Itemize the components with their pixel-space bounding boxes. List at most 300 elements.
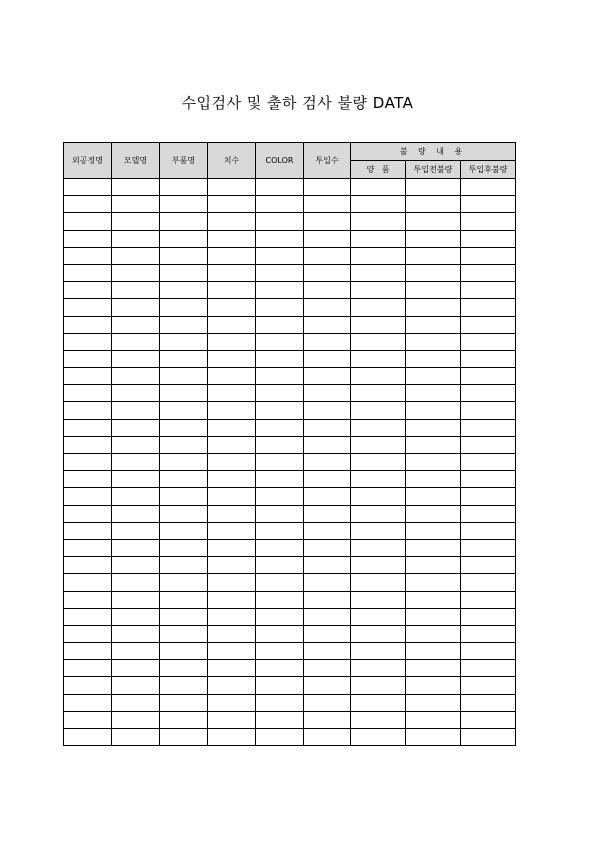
table-cell[interactable]	[160, 522, 208, 539]
table-cell[interactable]	[351, 471, 406, 488]
table-cell[interactable]	[304, 419, 351, 436]
table-cell[interactable]	[256, 316, 304, 333]
table-cell[interactable]	[461, 402, 516, 419]
table-cell[interactable]	[112, 729, 160, 746]
table-cell[interactable]	[64, 608, 112, 625]
table-cell[interactable]	[208, 368, 256, 385]
table-cell[interactable]	[208, 299, 256, 316]
table-cell[interactable]	[208, 729, 256, 746]
table-cell[interactable]	[64, 488, 112, 505]
table-cell[interactable]	[208, 539, 256, 556]
table-cell[interactable]	[256, 488, 304, 505]
table-cell[interactable]	[304, 660, 351, 677]
table-cell[interactable]	[160, 557, 208, 574]
table-cell[interactable]	[112, 230, 160, 247]
table-cell[interactable]	[256, 402, 304, 419]
table-cell[interactable]	[160, 247, 208, 264]
table-cell[interactable]	[160, 299, 208, 316]
table-cell[interactable]	[304, 505, 351, 522]
table-cell[interactable]	[461, 196, 516, 213]
table-cell[interactable]	[406, 660, 461, 677]
table-cell[interactable]	[256, 213, 304, 230]
table-cell[interactable]	[461, 264, 516, 281]
table-cell[interactable]	[461, 350, 516, 367]
table-cell[interactable]	[351, 454, 406, 471]
table-cell[interactable]	[160, 179, 208, 196]
table-cell[interactable]	[461, 471, 516, 488]
table-cell[interactable]	[304, 230, 351, 247]
table-cell[interactable]	[112, 660, 160, 677]
table-cell[interactable]	[461, 247, 516, 264]
table-cell[interactable]	[112, 282, 160, 299]
table-cell[interactable]	[208, 316, 256, 333]
table-cell[interactable]	[256, 625, 304, 642]
table-cell[interactable]	[304, 557, 351, 574]
table-cell[interactable]	[208, 488, 256, 505]
table-cell[interactable]	[208, 350, 256, 367]
table-cell[interactable]	[351, 333, 406, 350]
table-cell[interactable]	[351, 196, 406, 213]
table-cell[interactable]	[304, 677, 351, 694]
table-cell[interactable]	[304, 574, 351, 591]
table-cell[interactable]	[304, 179, 351, 196]
table-cell[interactable]	[256, 557, 304, 574]
table-cell[interactable]	[406, 419, 461, 436]
table-cell[interactable]	[64, 179, 112, 196]
table-cell[interactable]	[461, 213, 516, 230]
table-cell[interactable]	[351, 282, 406, 299]
table-cell[interactable]	[351, 316, 406, 333]
table-cell[interactable]	[461, 711, 516, 728]
table-cell[interactable]	[256, 385, 304, 402]
table-cell[interactable]	[64, 419, 112, 436]
table-cell[interactable]	[406, 488, 461, 505]
table-cell[interactable]	[208, 196, 256, 213]
table-cell[interactable]	[112, 574, 160, 591]
table-cell[interactable]	[256, 643, 304, 660]
table-cell[interactable]	[461, 539, 516, 556]
table-cell[interactable]	[256, 454, 304, 471]
table-cell[interactable]	[112, 643, 160, 660]
table-cell[interactable]	[112, 247, 160, 264]
table-cell[interactable]	[112, 196, 160, 213]
table-cell[interactable]	[160, 213, 208, 230]
table-cell[interactable]	[160, 505, 208, 522]
table-cell[interactable]	[461, 419, 516, 436]
table-cell[interactable]	[406, 591, 461, 608]
table-cell[interactable]	[304, 299, 351, 316]
table-cell[interactable]	[461, 333, 516, 350]
table-cell[interactable]	[461, 574, 516, 591]
table-cell[interactable]	[112, 625, 160, 642]
table-cell[interactable]	[208, 179, 256, 196]
table-cell[interactable]	[406, 402, 461, 419]
table-cell[interactable]	[64, 625, 112, 642]
table-cell[interactable]	[160, 625, 208, 642]
table-cell[interactable]	[406, 608, 461, 625]
table-cell[interactable]	[461, 299, 516, 316]
table-cell[interactable]	[256, 694, 304, 711]
table-cell[interactable]	[160, 333, 208, 350]
table-cell[interactable]	[351, 402, 406, 419]
table-cell[interactable]	[406, 333, 461, 350]
table-cell[interactable]	[64, 677, 112, 694]
table-cell[interactable]	[112, 608, 160, 625]
table-cell[interactable]	[208, 402, 256, 419]
table-cell[interactable]	[160, 694, 208, 711]
table-cell[interactable]	[304, 385, 351, 402]
table-cell[interactable]	[112, 539, 160, 556]
table-cell[interactable]	[351, 608, 406, 625]
table-cell[interactable]	[351, 711, 406, 728]
table-cell[interactable]	[160, 539, 208, 556]
table-cell[interactable]	[304, 196, 351, 213]
table-cell[interactable]	[461, 557, 516, 574]
table-cell[interactable]	[64, 196, 112, 213]
table-cell[interactable]	[112, 368, 160, 385]
table-cell[interactable]	[112, 591, 160, 608]
table-cell[interactable]	[461, 591, 516, 608]
table-cell[interactable]	[406, 282, 461, 299]
table-cell[interactable]	[351, 264, 406, 281]
table-cell[interactable]	[406, 471, 461, 488]
table-cell[interactable]	[64, 282, 112, 299]
table-cell[interactable]	[406, 368, 461, 385]
table-cell[interactable]	[351, 350, 406, 367]
table-cell[interactable]	[112, 402, 160, 419]
table-cell[interactable]	[208, 454, 256, 471]
table-cell[interactable]	[351, 574, 406, 591]
table-cell[interactable]	[304, 264, 351, 281]
table-cell[interactable]	[351, 179, 406, 196]
table-cell[interactable]	[64, 711, 112, 728]
table-cell[interactable]	[256, 660, 304, 677]
table-cell[interactable]	[304, 488, 351, 505]
table-cell[interactable]	[406, 196, 461, 213]
table-cell[interactable]	[461, 368, 516, 385]
table-cell[interactable]	[160, 591, 208, 608]
table-cell[interactable]	[112, 213, 160, 230]
table-cell[interactable]	[351, 591, 406, 608]
table-cell[interactable]	[406, 454, 461, 471]
table-cell[interactable]	[256, 419, 304, 436]
table-cell[interactable]	[256, 574, 304, 591]
table-cell[interactable]	[208, 505, 256, 522]
table-cell[interactable]	[208, 694, 256, 711]
table-cell[interactable]	[208, 711, 256, 728]
table-cell[interactable]	[461, 660, 516, 677]
table-cell[interactable]	[351, 729, 406, 746]
table-cell[interactable]	[256, 299, 304, 316]
table-cell[interactable]	[208, 419, 256, 436]
table-cell[interactable]	[406, 643, 461, 660]
table-cell[interactable]	[304, 625, 351, 642]
table-cell[interactable]	[304, 471, 351, 488]
table-cell[interactable]	[112, 677, 160, 694]
table-cell[interactable]	[304, 282, 351, 299]
table-cell[interactable]	[64, 333, 112, 350]
table-cell[interactable]	[160, 454, 208, 471]
table-cell[interactable]	[208, 230, 256, 247]
table-cell[interactable]	[256, 729, 304, 746]
table-cell[interactable]	[208, 213, 256, 230]
table-cell[interactable]	[304, 454, 351, 471]
table-cell[interactable]	[461, 729, 516, 746]
table-cell[interactable]	[304, 643, 351, 660]
table-cell[interactable]	[304, 539, 351, 556]
table-cell[interactable]	[112, 711, 160, 728]
table-cell[interactable]	[304, 608, 351, 625]
table-cell[interactable]	[304, 333, 351, 350]
table-cell[interactable]	[208, 436, 256, 453]
table-cell[interactable]	[406, 436, 461, 453]
table-cell[interactable]	[112, 419, 160, 436]
table-cell[interactable]	[256, 264, 304, 281]
table-cell[interactable]	[461, 179, 516, 196]
table-cell[interactable]	[64, 591, 112, 608]
table-cell[interactable]	[351, 505, 406, 522]
table-cell[interactable]	[461, 522, 516, 539]
table-cell[interactable]	[461, 643, 516, 660]
table-cell[interactable]	[160, 608, 208, 625]
table-cell[interactable]	[256, 591, 304, 608]
table-cell[interactable]	[160, 419, 208, 436]
table-cell[interactable]	[351, 436, 406, 453]
table-cell[interactable]	[351, 557, 406, 574]
table-cell[interactable]	[112, 557, 160, 574]
table-cell[interactable]	[208, 677, 256, 694]
table-cell[interactable]	[256, 196, 304, 213]
table-cell[interactable]	[112, 488, 160, 505]
table-cell[interactable]	[160, 729, 208, 746]
table-cell[interactable]	[112, 299, 160, 316]
table-cell[interactable]	[64, 539, 112, 556]
table-cell[interactable]	[208, 471, 256, 488]
table-cell[interactable]	[461, 488, 516, 505]
table-cell[interactable]	[160, 264, 208, 281]
table-cell[interactable]	[160, 574, 208, 591]
table-cell[interactable]	[304, 436, 351, 453]
table-cell[interactable]	[304, 213, 351, 230]
table-cell[interactable]	[112, 350, 160, 367]
table-cell[interactable]	[160, 660, 208, 677]
table-cell[interactable]	[64, 643, 112, 660]
table-cell[interactable]	[64, 436, 112, 453]
table-cell[interactable]	[64, 505, 112, 522]
table-cell[interactable]	[112, 436, 160, 453]
table-cell[interactable]	[160, 643, 208, 660]
table-cell[interactable]	[304, 729, 351, 746]
table-cell[interactable]	[256, 608, 304, 625]
table-cell[interactable]	[208, 522, 256, 539]
table-cell[interactable]	[160, 368, 208, 385]
table-cell[interactable]	[256, 368, 304, 385]
table-cell[interactable]	[208, 591, 256, 608]
table-cell[interactable]	[406, 539, 461, 556]
table-cell[interactable]	[256, 350, 304, 367]
table-cell[interactable]	[112, 333, 160, 350]
table-cell[interactable]	[461, 282, 516, 299]
table-cell[interactable]	[351, 213, 406, 230]
table-row	[64, 694, 516, 711]
table-cell[interactable]	[112, 471, 160, 488]
table-cell[interactable]	[351, 522, 406, 539]
table-cell[interactable]	[208, 282, 256, 299]
table-cell[interactable]	[64, 368, 112, 385]
table-cell[interactable]	[208, 574, 256, 591]
table-cell[interactable]	[256, 539, 304, 556]
table-cell[interactable]	[406, 247, 461, 264]
table-cell[interactable]	[256, 436, 304, 453]
table-cell[interactable]	[64, 247, 112, 264]
table-cell[interactable]	[64, 557, 112, 574]
table-cell[interactable]	[406, 505, 461, 522]
table-cell[interactable]	[112, 385, 160, 402]
table-cell[interactable]	[461, 505, 516, 522]
table-cell[interactable]	[461, 454, 516, 471]
table-cell[interactable]	[208, 264, 256, 281]
table-cell[interactable]	[406, 213, 461, 230]
table-cell[interactable]	[351, 230, 406, 247]
table-cell[interactable]	[160, 677, 208, 694]
table-cell[interactable]	[112, 694, 160, 711]
table-cell[interactable]	[160, 316, 208, 333]
table-cell[interactable]	[406, 729, 461, 746]
table-cell[interactable]	[64, 471, 112, 488]
table-cell[interactable]	[256, 247, 304, 264]
table-cell[interactable]	[208, 608, 256, 625]
table-cell[interactable]	[304, 522, 351, 539]
table-cell[interactable]	[112, 522, 160, 539]
table-cell[interactable]	[112, 454, 160, 471]
table-cell[interactable]	[64, 574, 112, 591]
table-cell[interactable]	[64, 316, 112, 333]
table-cell[interactable]	[406, 711, 461, 728]
table-cell[interactable]	[351, 660, 406, 677]
table-cell[interactable]	[208, 643, 256, 660]
table-cell[interactable]	[64, 350, 112, 367]
table-cell[interactable]	[351, 488, 406, 505]
table-cell[interactable]	[208, 333, 256, 350]
table-cell[interactable]	[406, 230, 461, 247]
table-cell[interactable]	[112, 264, 160, 281]
table-cell[interactable]	[160, 282, 208, 299]
table-cell[interactable]	[461, 316, 516, 333]
table-cell[interactable]	[160, 230, 208, 247]
table-cell[interactable]	[406, 557, 461, 574]
table-cell[interactable]	[64, 299, 112, 316]
table-cell[interactable]	[160, 402, 208, 419]
table-cell[interactable]	[160, 385, 208, 402]
table-cell[interactable]	[64, 213, 112, 230]
table-cell[interactable]	[112, 505, 160, 522]
table-cell[interactable]	[256, 230, 304, 247]
table-cell[interactable]	[406, 677, 461, 694]
table-cell[interactable]	[256, 522, 304, 539]
table-cell[interactable]	[351, 419, 406, 436]
table-cell[interactable]	[406, 179, 461, 196]
table-cell[interactable]	[304, 247, 351, 264]
table-cell[interactable]	[208, 557, 256, 574]
table-cell[interactable]	[351, 299, 406, 316]
table-cell[interactable]	[160, 488, 208, 505]
table-cell[interactable]	[64, 729, 112, 746]
table-cell[interactable]	[160, 471, 208, 488]
table-cell[interactable]	[406, 385, 461, 402]
table-cell[interactable]	[64, 660, 112, 677]
table-cell[interactable]	[64, 264, 112, 281]
table-cell[interactable]	[406, 694, 461, 711]
table-cell[interactable]	[406, 264, 461, 281]
table-cell[interactable]	[304, 368, 351, 385]
table-cell[interactable]	[208, 625, 256, 642]
table-cell[interactable]	[406, 625, 461, 642]
table-cell[interactable]	[351, 247, 406, 264]
table-cell[interactable]	[64, 694, 112, 711]
table-cell[interactable]	[304, 694, 351, 711]
table-body	[64, 179, 516, 746]
table-cell[interactable]	[406, 522, 461, 539]
table-cell[interactable]	[64, 230, 112, 247]
table-cell[interactable]	[351, 539, 406, 556]
table-cell[interactable]	[304, 350, 351, 367]
table-cell[interactable]	[406, 574, 461, 591]
table-cell[interactable]	[406, 299, 461, 316]
table-cell[interactable]	[351, 677, 406, 694]
table-cell[interactable]	[351, 385, 406, 402]
table-cell[interactable]	[461, 608, 516, 625]
table-cell[interactable]	[406, 316, 461, 333]
table-cell[interactable]	[160, 350, 208, 367]
table-cell[interactable]	[112, 179, 160, 196]
table-cell[interactable]	[461, 694, 516, 711]
table-cell[interactable]	[304, 591, 351, 608]
table-cell[interactable]	[256, 471, 304, 488]
table-cell[interactable]	[406, 350, 461, 367]
table-cell[interactable]	[256, 179, 304, 196]
table-cell[interactable]	[208, 385, 256, 402]
table-cell[interactable]	[112, 316, 160, 333]
table-cell[interactable]	[351, 625, 406, 642]
table-cell[interactable]	[160, 196, 208, 213]
table-cell[interactable]	[351, 643, 406, 660]
table-cell[interactable]	[64, 454, 112, 471]
table-cell[interactable]	[160, 711, 208, 728]
table-cell[interactable]	[351, 694, 406, 711]
table-cell[interactable]	[304, 402, 351, 419]
table-cell[interactable]	[64, 402, 112, 419]
table-cell[interactable]	[461, 625, 516, 642]
table-cell[interactable]	[208, 247, 256, 264]
table-cell[interactable]	[256, 333, 304, 350]
table-cell[interactable]	[461, 436, 516, 453]
table-cell[interactable]	[461, 677, 516, 694]
table-cell[interactable]	[256, 677, 304, 694]
table-row	[64, 299, 516, 316]
table-cell[interactable]	[461, 230, 516, 247]
table-cell[interactable]	[64, 385, 112, 402]
table-cell[interactable]	[256, 505, 304, 522]
table-cell[interactable]	[304, 316, 351, 333]
table-cell[interactable]	[160, 436, 208, 453]
table-cell[interactable]	[256, 711, 304, 728]
table-cell[interactable]	[304, 711, 351, 728]
table-cell[interactable]	[351, 368, 406, 385]
table-cell[interactable]	[256, 282, 304, 299]
table-cell[interactable]	[461, 385, 516, 402]
table-cell[interactable]	[208, 660, 256, 677]
table-cell[interactable]	[64, 522, 112, 539]
